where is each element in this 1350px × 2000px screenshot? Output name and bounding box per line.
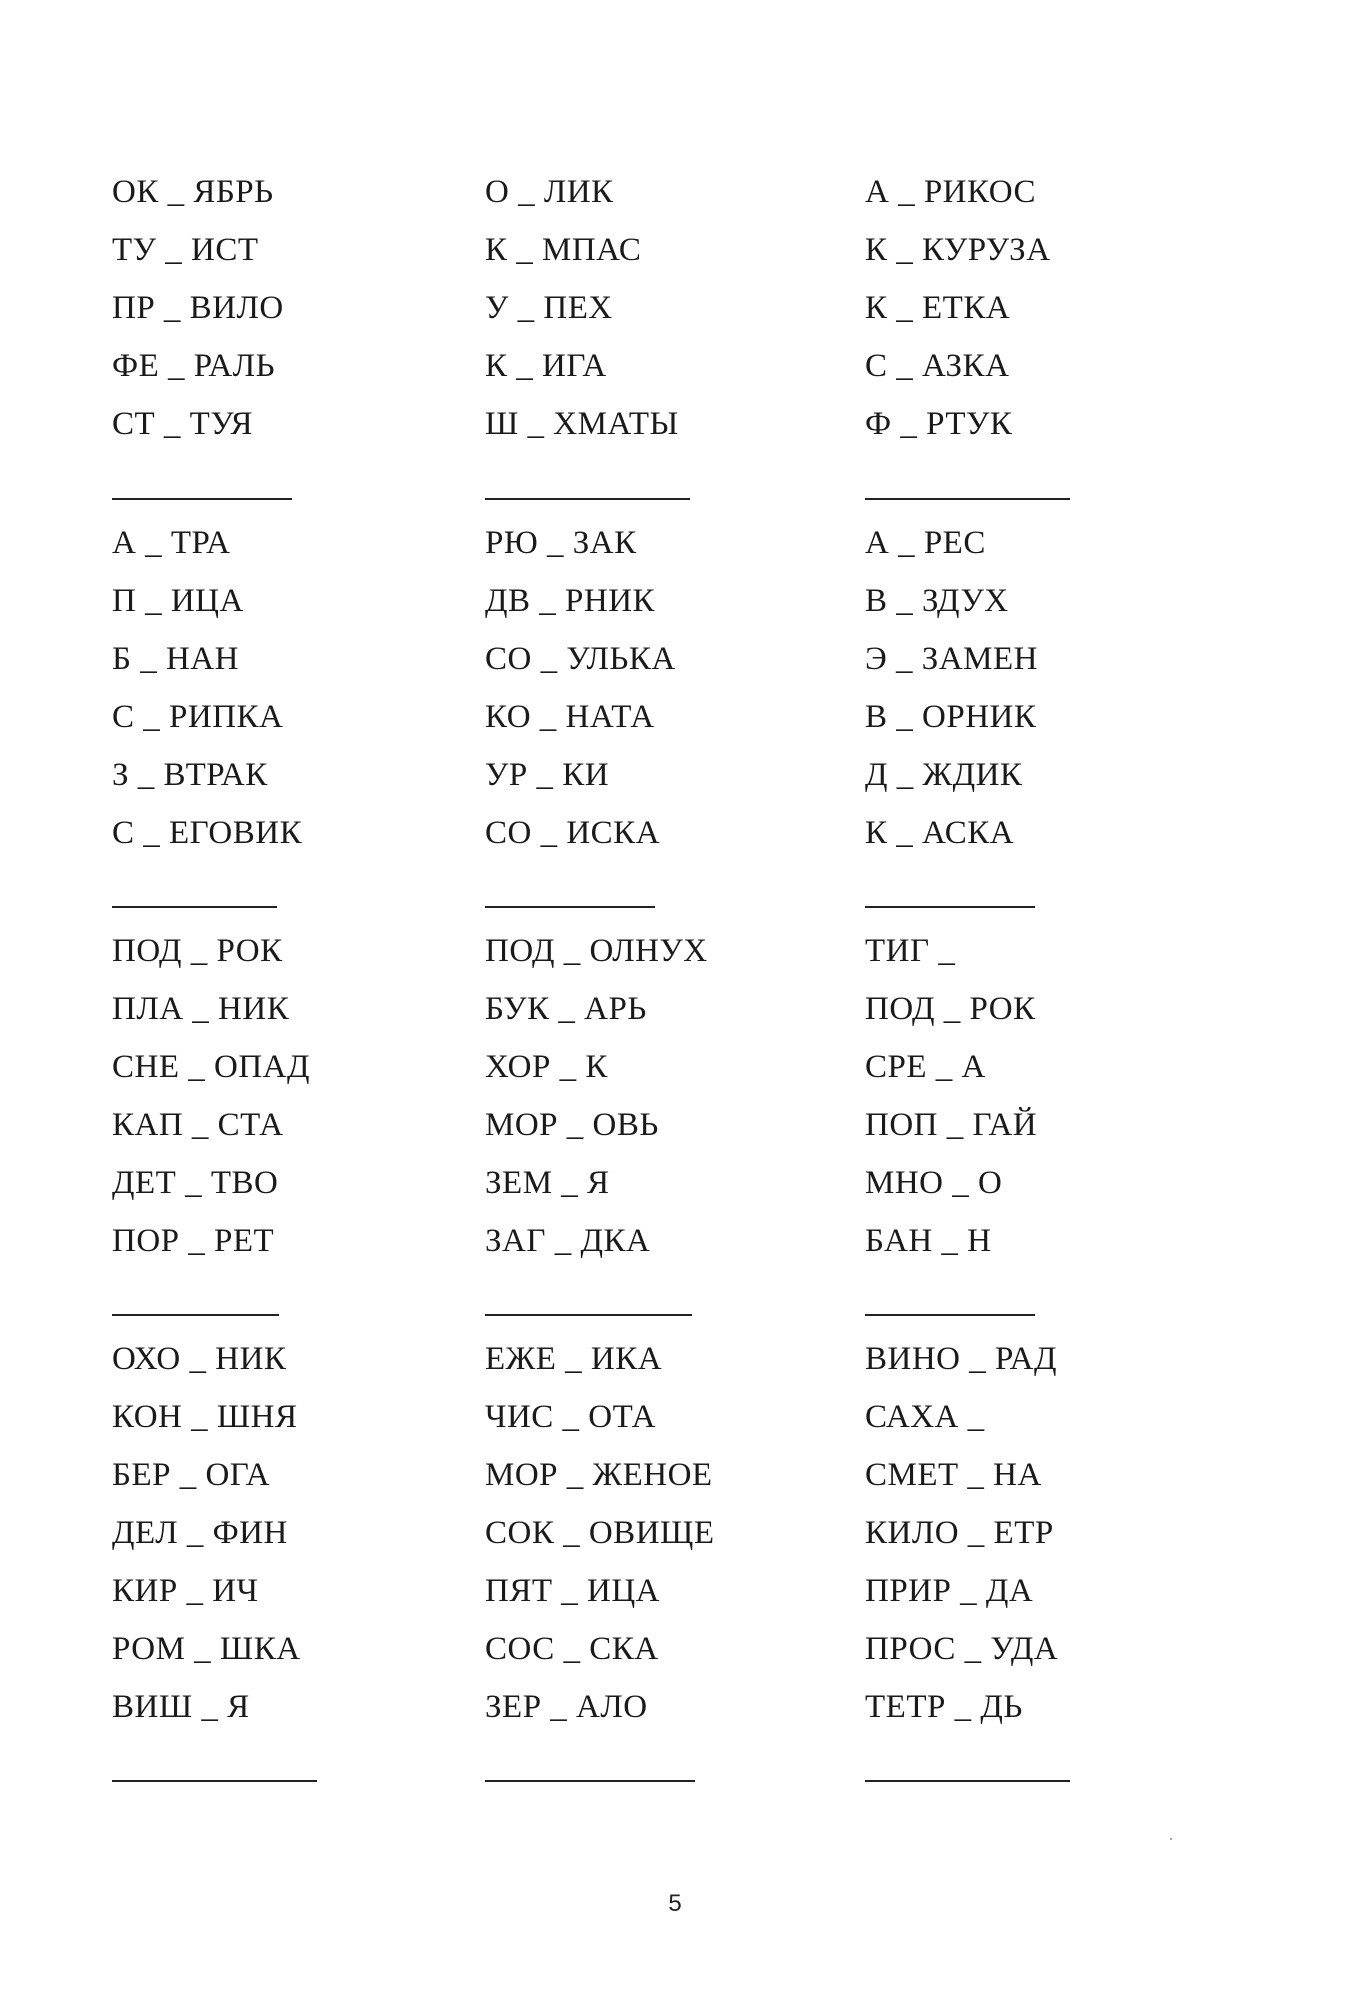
word-column-2 [485, 514, 676, 862]
answer-line [865, 1780, 1070, 1782]
word-item: КИЛО _ ЕТР [865, 1515, 1054, 1551]
word-item: БЕР _ ОГА [112, 1457, 271, 1493]
word-item: Д _ ЖДИК [865, 757, 1023, 793]
word-item: ДЕТ _ ТВО [112, 1165, 279, 1201]
word-item: У _ ПЕХ [485, 290, 613, 326]
word-item: ФЕ _ РАЛЬ [112, 348, 276, 384]
word-item: ТУ _ ИСТ [112, 232, 259, 268]
word-item: СОС _ СКА [485, 1631, 659, 1667]
word-item: ДВ _ РНИК [485, 583, 656, 619]
word-item: К _ МПАС [485, 232, 642, 268]
word-item: РОМ _ ШКА [112, 1631, 301, 1667]
word-item: БУК _ АРЬ [485, 991, 647, 1027]
answer-line [485, 906, 655, 908]
answer-line [485, 1314, 692, 1316]
word-item: СО _ ИСКА [485, 815, 661, 851]
word-item: СРЕ _ А [865, 1049, 986, 1085]
word-item: О _ ЛИК [485, 174, 614, 210]
word-item: А _ РИКОС [865, 174, 1036, 210]
word-item: ЗАГ _ ДКА [485, 1223, 651, 1259]
word-column-3 [865, 514, 1038, 862]
word-item: З _ ВТРАК [112, 757, 268, 793]
word-item: КАП _ СТА [112, 1107, 284, 1143]
word-item: ПЯТ _ ИЦА [485, 1573, 660, 1609]
word-item: С _ АЗКА [865, 348, 1010, 384]
word-column-3 [865, 163, 1051, 453]
word-item: МНО _ О [865, 1165, 1003, 1201]
word-item: КИР _ ИЧ [112, 1573, 259, 1609]
word-item: СТ _ ТУЯ [112, 406, 253, 442]
word-column-2 [485, 1330, 714, 1736]
word-item: МОР _ ЖЕНОЕ [485, 1457, 713, 1493]
word-item: СО _ УЛЬКА [485, 641, 676, 677]
word-item: КО _ НАТА [485, 699, 655, 735]
word-item: ПР _ ВИЛО [112, 290, 284, 326]
word-item: ВИНО _ РАД [865, 1341, 1057, 1377]
word-item: ЗЕР _ АЛО [485, 1689, 648, 1725]
word-item: ТЕТР _ ДЬ [865, 1689, 1023, 1725]
word-item: ДЕЛ _ ФИН [112, 1515, 288, 1551]
word-item: СНЕ _ ОПАД [112, 1049, 311, 1085]
word-item: ПОД _ РОК [865, 991, 1036, 1027]
word-item: ПОД _ РОК [112, 933, 283, 969]
word-item: ПРИР _ ДА [865, 1573, 1034, 1609]
page-number: 5 [668, 1890, 682, 1917]
word-item: Ш _ ХМАТЫ [485, 406, 679, 442]
answer-line [865, 906, 1035, 908]
word-item: РЮ _ ЗАК [485, 525, 637, 561]
word-item: К _ ИГА [485, 348, 607, 384]
word-column-2 [485, 163, 679, 453]
word-item: БАН _ Н [865, 1223, 992, 1259]
answer-line [485, 498, 690, 500]
word-item: ХОР _ К [485, 1049, 608, 1085]
word-item: А _ РЕС [865, 525, 986, 561]
word-item: САХА _ [865, 1399, 985, 1435]
word-item: МОР _ ОВЬ [485, 1107, 659, 1143]
word-item: С _ ЕГОВИК [112, 815, 303, 851]
word-item: ПОД _ ОЛНУХ [485, 933, 708, 969]
word-item: Ф _ РТУК [865, 406, 1013, 442]
word-column-1 [112, 1330, 301, 1736]
word-item: П _ ИЦА [112, 583, 244, 619]
word-item: СМЕТ _ НА [865, 1457, 1042, 1493]
word-item: СОК _ ОВИЩЕ [485, 1515, 715, 1551]
answer-line [112, 498, 292, 500]
word-item: УР _ КИ [485, 757, 610, 793]
answer-line [112, 1780, 317, 1782]
word-item: А _ ТРА [112, 525, 231, 561]
word-column-3 [865, 922, 1037, 1270]
answer-line [112, 906, 277, 908]
answer-line [485, 1780, 695, 1782]
answer-line [865, 1314, 1035, 1316]
word-item: ПОР _ РЕТ [112, 1223, 275, 1259]
answer-line [112, 1314, 279, 1316]
word-item: В _ ЗДУХ [865, 583, 1009, 619]
word-column-1 [112, 514, 302, 862]
word-item: ЧИС _ ОТА [485, 1399, 656, 1435]
answer-line [865, 498, 1070, 500]
word-column-3 [865, 1330, 1058, 1736]
word-column-1 [112, 163, 284, 453]
word-item: КОН _ ШНЯ [112, 1399, 298, 1435]
word-item: ОХО _ НИК [112, 1341, 287, 1377]
word-item: В _ ОРНИК [865, 699, 1037, 735]
word-item: ОК _ ЯБРЬ [112, 174, 274, 210]
word-item: С _ РИПКА [112, 699, 284, 735]
word-item: ПОП _ ГАЙ [865, 1107, 1038, 1143]
word-column-2 [485, 922, 708, 1270]
word-item: ПРОС _ УДА [865, 1631, 1059, 1667]
scan-speck [1170, 1838, 1172, 1840]
word-item: ПЛА _ НИК [112, 991, 290, 1027]
word-item: Б _ НАН [112, 641, 239, 677]
word-item: ТИГ _ [865, 933, 956, 969]
word-item: К _ КУРУЗА [865, 232, 1051, 268]
word-item: Э _ ЗАМЕН [865, 641, 1038, 677]
word-item: К _ АСКА [865, 815, 1015, 851]
word-column-1 [112, 922, 310, 1270]
word-item: К _ ЕТКА [865, 290, 1011, 326]
word-item: ВИШ _ Я [112, 1689, 250, 1725]
word-item: ЗЕМ _ Я [485, 1165, 610, 1201]
word-item: ЕЖЕ _ ИКА [485, 1341, 663, 1377]
